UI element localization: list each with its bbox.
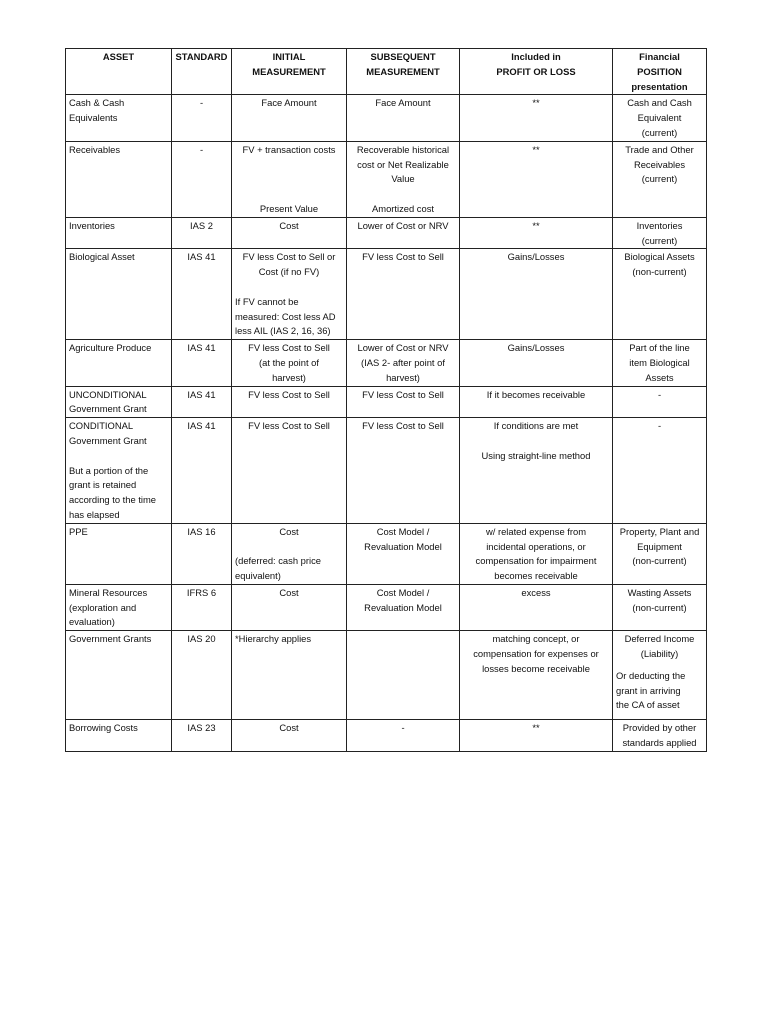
- cell-asset: Cash & Cash Equivalents: [66, 95, 172, 141]
- cell-financial-position: Provided by other standards applied: [613, 720, 707, 752]
- cell-standard: IAS 41: [172, 249, 232, 340]
- cell-initial: Cost: [232, 720, 347, 752]
- cell-asset: Mineral Resources (exploration and evaluation): [66, 584, 172, 630]
- cell-standard: IFRS 6: [172, 584, 232, 630]
- cell-standard: -: [172, 95, 232, 141]
- header-asset: ASSET: [66, 49, 172, 95]
- cell-initial: Cost (deferred: cash price equivalent): [232, 523, 347, 584]
- cell-profit-or-loss: w/ related expense from incidental operations, or compensation for impairment becomes receivable: [460, 523, 613, 584]
- header-row: [66, 49, 707, 95]
- cell-asset: Inventories: [66, 217, 172, 249]
- cell-subsequent: FV less Cost to Sell: [347, 418, 460, 524]
- cell-profit-or-loss: **: [460, 95, 613, 141]
- table-row: [66, 584, 707, 630]
- cell-asset: Agriculture Produce: [66, 340, 172, 386]
- cell-financial-position: Biological Assets (non-current): [613, 249, 707, 340]
- cell-profit-or-loss: **: [460, 720, 613, 752]
- cell-standard: IAS 2: [172, 217, 232, 249]
- cell-asset: Borrowing Costs: [66, 720, 172, 752]
- cell-initial: FV less Cost to Sell (at the point of harvest): [232, 340, 347, 386]
- table-row: [66, 523, 707, 584]
- cell-profit-or-loss: If it becomes receivable: [460, 386, 613, 418]
- cell-subsequent: Face Amount: [347, 95, 460, 141]
- table-row: [66, 631, 707, 720]
- accounting-summary-table: [65, 48, 707, 752]
- cell-standard: IAS 41: [172, 386, 232, 418]
- cell-asset: CONDITIONAL Government Grant But a portion of the grant is retained according to the time has elapsed: [66, 418, 172, 524]
- cell-standard: IAS 20: [172, 631, 232, 720]
- cell-subsequent: Lower of Cost or NRV: [347, 217, 460, 249]
- header-profit-or-loss: Included in PROFIT OR LOSS: [460, 49, 613, 95]
- cell-profit-or-loss: Gains/Losses: [460, 340, 613, 386]
- cell-financial-position: -: [613, 386, 707, 418]
- table-row: [66, 386, 707, 418]
- header-financial-position: Financial POSITION presentation: [613, 49, 707, 95]
- table-row: [66, 217, 707, 249]
- cell-subsequent: -: [347, 720, 460, 752]
- cell-asset: Government Grants: [66, 631, 172, 720]
- cell-financial-position: Wasting Assets (non-current): [613, 584, 707, 630]
- cell-financial-position: Part of the line item Biological Assets: [613, 340, 707, 386]
- header-subsequent: SUBSEQUENT MEASUREMENT: [347, 49, 460, 95]
- cell-asset: UNCONDITIONAL Government Grant: [66, 386, 172, 418]
- cell-asset: PPE: [66, 523, 172, 584]
- cell-profit-or-loss: excess: [460, 584, 613, 630]
- table-row: [66, 720, 707, 752]
- cell-standard: -: [172, 141, 232, 217]
- cell-subsequent: Recoverable historical cost or Net Realizable Value Amortized cost: [347, 141, 460, 217]
- cell-financial-position: Cash and Cash Equivalent (current): [613, 95, 707, 141]
- cell-profit-or-loss: Gains/Losses: [460, 249, 613, 340]
- cell-financial-position: Deferred Income (Liability) Or deducting the grant in arriving the CA of asset: [613, 631, 707, 720]
- cell-profit-or-loss: matching concept, or compensation for expenses or losses become receivable: [460, 631, 613, 720]
- cell-initial: FV + transaction costs Present Value: [232, 141, 347, 217]
- cell-standard: IAS 41: [172, 340, 232, 386]
- header-standard: STANDARD: [172, 49, 232, 95]
- cell-initial: *Hierarchy applies: [232, 631, 347, 720]
- cell-initial: Cost: [232, 584, 347, 630]
- cell-initial: FV less Cost to Sell: [232, 418, 347, 524]
- cell-subsequent: FV less Cost to Sell: [347, 386, 460, 418]
- cell-standard: IAS 16: [172, 523, 232, 584]
- cell-profit-or-loss: **: [460, 217, 613, 249]
- cell-financial-position: Property, Plant and Equipment (non-current): [613, 523, 707, 584]
- cell-standard: IAS 41: [172, 418, 232, 524]
- cell-financial-position: -: [613, 418, 707, 524]
- cell-asset: Biological Asset: [66, 249, 172, 340]
- cell-subsequent: Lower of Cost or NRV (IAS 2- after point of harvest): [347, 340, 460, 386]
- cell-subsequent: [347, 631, 460, 720]
- cell-standard: IAS 23: [172, 720, 232, 752]
- header-initial: INITIAL MEASUREMENT: [232, 49, 347, 95]
- cell-initial: Cost: [232, 217, 347, 249]
- cell-financial-position: Trade and Other Receivables (current): [613, 141, 707, 217]
- cell-subsequent: Cost Model / Revaluation Model: [347, 523, 460, 584]
- cell-subsequent: Cost Model / Revaluation Model: [347, 584, 460, 630]
- cell-initial: FV less Cost to Sell: [232, 386, 347, 418]
- table-row: [66, 340, 707, 386]
- cell-financial-position: Inventories (current): [613, 217, 707, 249]
- cell-asset: Receivables: [66, 141, 172, 217]
- table-row: [66, 249, 707, 340]
- table-row: [66, 418, 707, 524]
- cell-profit-or-loss: If conditions are met Using straight-line method: [460, 418, 613, 524]
- cell-initial: Face Amount: [232, 95, 347, 141]
- cell-profit-or-loss: **: [460, 141, 613, 217]
- cell-initial: FV less Cost to Sell or Cost (if no FV) If FV cannot be measured: Cost less AD less AIL (IAS 2, 16, 36): [232, 249, 347, 340]
- table-row: [66, 141, 707, 217]
- table-row: [66, 95, 707, 141]
- cell-subsequent: FV less Cost to Sell: [347, 249, 460, 340]
